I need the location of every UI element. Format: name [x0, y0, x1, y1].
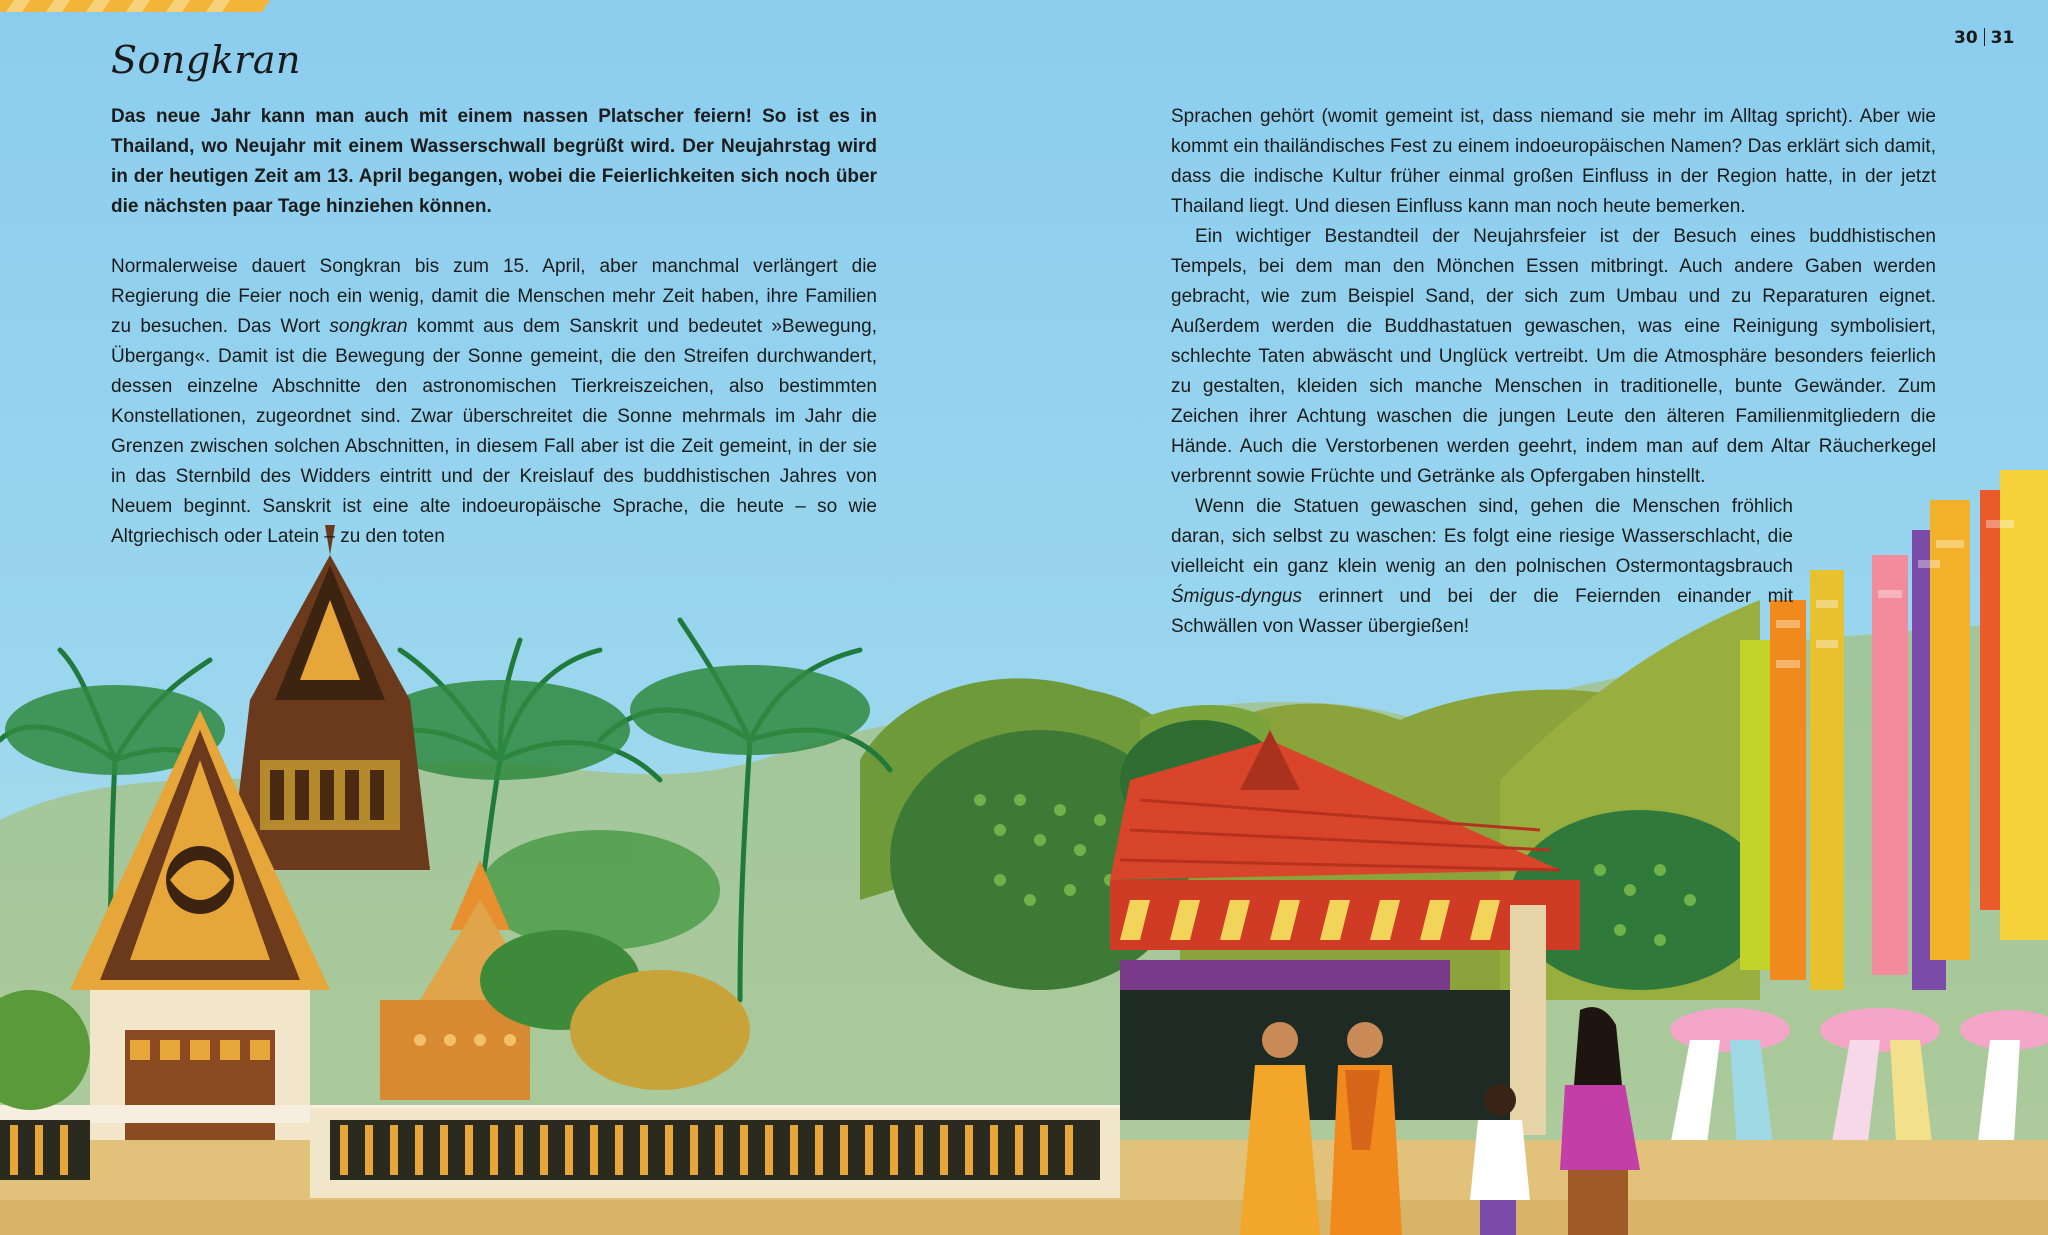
page-number-right: 31 [1990, 28, 2015, 48]
ground-shadow [0, 1200, 2048, 1235]
water-fight-text-end: erinnert und bei der die Feiernden einander mit Schwällen von Wasser übergießen! [1171, 586, 1793, 637]
banner-strip [0, 0, 270, 13]
right-text-column [1171, 102, 1936, 642]
water-fight-text-start: Wenn die Statuen gewaschen sind, gehen die Menschen fröhlich daran, sich selbst zu waschen: Es folgt eine riesige Wasserschlacht, die vielleicht ein ganz klein wenig an den polnischen Ostermontagsbrauch [1171, 496, 1793, 577]
page-number-divider [1984, 28, 1985, 46]
page-title: Songkran [111, 38, 302, 82]
paragraph-temple-visit: Ein wichtiger Bestandteil der Neujahrsfeier ist der Besuch eines buddhistischen Tempels, bei dem man den Mönchen Essen mitbringt. Auch andere Gaben werden gebracht, wie zum Beispiel Sand, der sich zum Umbau und zu Reparaturen eignet. Außerdem werden die Buddhastatuen gewaschen, was eine Reinigung symbolisiert, schlechte Taten abwäscht und Unglück vertreibt. Um die Atmosphäre besonders feierlich zu gestalten, kleiden sich manche Menschen in traditionelle, bunte Gewänder. Zum Zeichen ihrer Achtung waschen die jungen Leute den älteren Familienmitgliedern die Hände. Auch die Verstorbenen werden geehrt, indem man auf dem Altar Räucherkegel verbrennt sowie Früchte und Getränke als Opfergaben hinstellt. [1171, 226, 1936, 487]
body-paragraph [111, 252, 877, 552]
term-songkran: songkran [329, 316, 408, 337]
page-numbers [1954, 28, 2014, 48]
page-number-left: 30 [1954, 28, 1978, 48]
paragraph-language: Sprachen gehört (womit gemeint ist, dass niemand sie mehr im Alltag spricht). Aber wie kommt ein thailändisches Fest zu einem indoeuropäischen Namen? Das erklärt sich damit, dass die indische Kultur früher einmal großen Einfluss in der Region hatte, in der jetzt Thailand liegt. Und diesen Einfluss kann man noch heute bemerken. [1171, 106, 1936, 217]
body-text-start: Normalerweise dauert Songkran bis zum 15. April, aber manchmal verlängert die Regierung die Feier noch ein wenig, damit die Menschen mehr Zeit haben, ihre Familien zu besuchen. Das Wort [111, 256, 877, 337]
lead-paragraph: Das neue Jahr kann man auch mit einem nassen Platscher feiern! So ist es in Thailand, wo Neujahr mit einem Wasserschwall begrüßt wird. Der Neujahrstag wird in der heutigen Zeit am 13. April begangen, wobei die Feierlichkeiten sich noch über die nächsten paar Tage hinziehen können. [111, 106, 877, 217]
term-smigus-dyngus: Śmigus-dyngus [1171, 586, 1302, 607]
left-text-column [111, 102, 877, 552]
body-text-continued: kommt aus dem Sanskrit und bedeutet »Bewegung, Übergang«. Damit ist die Bewegung der Sonne gemeint, die den Streifen durchwandert, dessen einzelne Abschnitte den astronomischen Tierkreiszeichen, also bestimmten Konstellationen, zugeordnet sind. Zwar überschreitet die Sonne mehrmals im Jahr die Grenzen zwischen solchen Abschnitten, in diesem Fall aber ist die Zeit gemeint, in der sie in das Sternbild des Widders eintritt und der Kreislauf des buddhistischen Jahres von Neuem beginnt. Sanskrit ist eine alte indoeuropäische Sprache, die heute – so wie Altgriechisch oder Latein – zu den toten [111, 316, 877, 547]
paragraph-water-fight [1171, 492, 1793, 642]
